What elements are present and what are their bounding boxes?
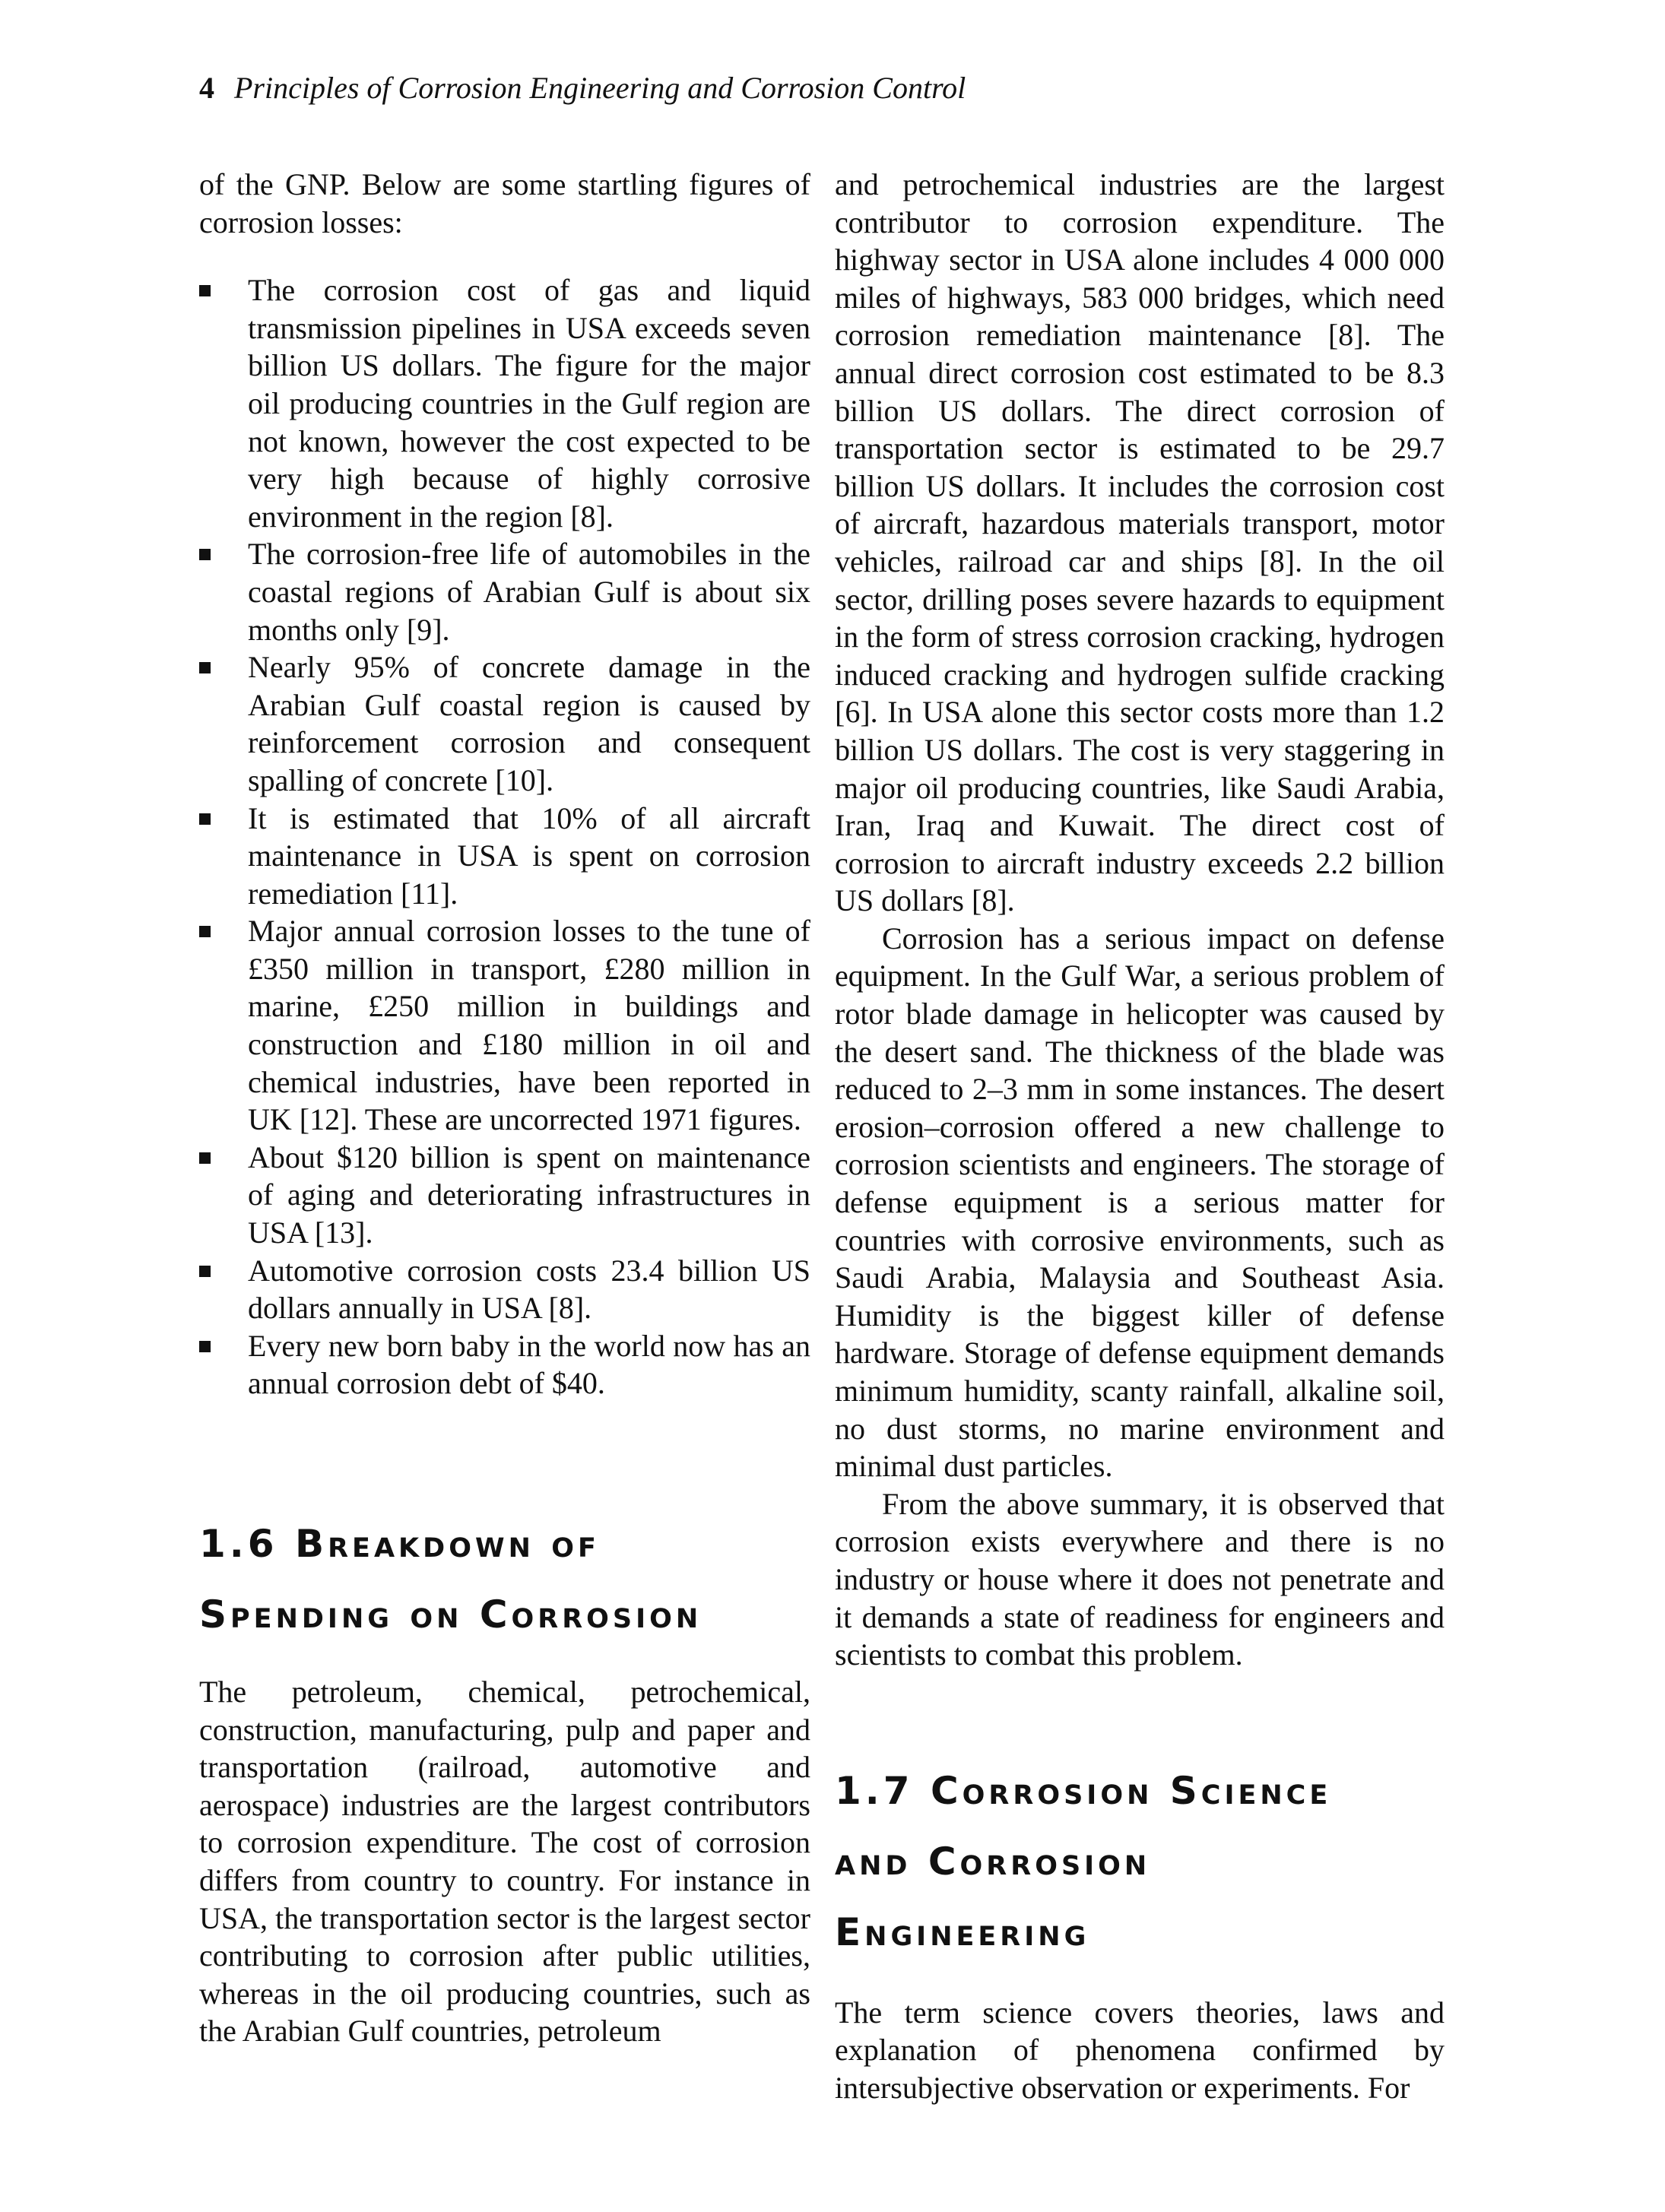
section-1-6-heading	[199, 1509, 810, 1650]
list-item	[199, 535, 810, 648]
bullet-square-icon	[199, 662, 211, 673]
list-item-text: Major annual corrosion losses to the tune of £350 million in transport, £280 million in marine, £250 million in buildings and construction and £180 million in oil and chemical industries, have been reported in UK [12]. These are uncorrected 1971 figures.	[248, 914, 810, 1137]
right-column	[835, 166, 1445, 2107]
summary-paragraph: From the above summary, it is observed that corrosion exists everywhere and there is no industry or house where it does not penetrate and it demands a state of readiness for engineers and scientists to combat this problem.	[835, 1486, 1445, 1672]
list-item	[199, 800, 810, 913]
list-item	[199, 648, 810, 799]
list-item	[199, 1327, 810, 1402]
section-1-7-heading	[835, 1756, 1445, 1968]
list-item	[199, 1139, 810, 1252]
list-item-text: Nearly 95% of concrete damage in the Arabian Gulf coastal region is caused by reinforcement corrosion and consequent spalling of concrete [10].	[248, 650, 810, 797]
bullet-square-icon	[199, 285, 211, 296]
defense-paragraph: Corrosion has a serious impact on defense equipment. In the Gulf War, a serious problem of rotor blade damage in helicopter was caused by the desert sand. The thickness of the blade was reduced to 2–3 mm in some instances. The desert erosion–corrosion offered a new challenge to corrosion scientists and engineers. The storage of defense equipment is a serious matter for countries with corrosive environments, such as Saudi Arabia, Malaysia and Southeast Asia. Humidity is the biggest killer of defense hardware. Storage of defense equipment demands minimum humidity, scanty rainfall, alkaline soil, no dust storms, no marine environment and minimal dust particles.	[835, 921, 1445, 1484]
intro-paragraph: of the GNP. Below are some startling figures of corrosion losses:	[199, 167, 810, 239]
list-item-text: Automotive corrosion costs 23.4 billion US dollars annually in USA [8].	[248, 1253, 810, 1326]
list-item-text: It is estimated that 10% of all aircraft maintenance in USA is spent on corrosion remediation [11].	[248, 800, 810, 911]
left-column	[199, 166, 810, 2050]
running-title: Principles of Corrosion Engineering and Corrosion Control	[234, 71, 966, 105]
list-item	[199, 912, 810, 1139]
transport-paragraph: and petrochemical industries are the largest contributor to corrosion expenditure. The highway sector in USA alone includes 4 000 000 miles of highways, 583 000 bridges, which need corrosion remediation maintenance [8]. The annual direct corrosion cost estimated to be 8.3 billion US dollars. The direct corrosion of transportation sector is estimated to be 29.7 billion US dollars. It includes the corrosion cost of aircraft, hazardous materials transport, motor vehicles, railroad car and ships [8]. In the oil sector, drilling poses severe hazards to equipment in the form of stress corrosion cracking, hydrogen induced cracking and hydrogen sulfide cracking [6]. In USA alone this sector costs more than 1.2 billion US dollars. The cost is very staggering in major oil producing countries, like Saudi Arabia, Iran, Iraq and Kuwait. The direct cost of corrosion to aircraft industry exceeds 2.2 billion US dollars [8].	[835, 167, 1445, 918]
bullet-square-icon	[199, 549, 211, 560]
corrosion-loss-list	[199, 271, 810, 1402]
list-item-text: About $120 billion is spent on maintenance of aging and deteriorating infrastructures in USA [13].	[248, 1139, 810, 1250]
section-1-7-heading-line1: 1.7 Corrosion Science	[835, 1768, 1332, 1813]
section-1-7-heading-line2: and Corrosion	[835, 1839, 1151, 1884]
section-1-7-heading-line3: Engineering	[835, 1909, 1090, 1954]
list-item	[199, 1252, 810, 1327]
bullet-square-icon	[199, 926, 211, 937]
list-item-text: The corrosion cost of gas and liquid transmission pipelines in USA exceeds seven billion US dollars. The figure for the major oil producing countries in the Gulf region are not known, however the cost expected to be very high because of highly corrosive environment in the region [8].	[248, 273, 810, 534]
bullet-square-icon	[199, 1152, 211, 1164]
bullet-square-icon	[199, 1341, 211, 1352]
list-item	[199, 271, 810, 535]
section-1-7-paragraph: The term science covers theories, laws and explanation of phenomena confirmed by intersubjective observation or experiments. For	[835, 1995, 1445, 2105]
section-1-6-heading-line1: 1.6 Breakdown of	[199, 1522, 600, 1566]
bullet-square-icon	[199, 813, 211, 825]
list-item-text: The corrosion-free life of automobiles in the coastal regions of Arabian Gulf is about six months only [9].	[248, 537, 810, 647]
section-1-6-paragraph: The petroleum, chemical, petrochemical, construction, manufacturing, pulp and paper and transportation (railroad, automotive and aerospace) industries are the largest contributors to corrosion expenditure. The cost of corrosion differs from country to country. For instance in USA, the transportation sector is the largest sector contributing to corrosion after public utilities, whereas in the oil producing countries, such as the Arabian Gulf countries, petroleum	[199, 1675, 810, 2049]
section-1-6-heading-line2: Spending on Corrosion	[199, 1592, 702, 1637]
running-head	[199, 67, 966, 109]
list-item-text: Every new born baby in the world now has an annual corrosion debt of $40.	[248, 1328, 810, 1401]
page-number: 4	[199, 71, 214, 105]
bullet-square-icon	[199, 1266, 211, 1277]
